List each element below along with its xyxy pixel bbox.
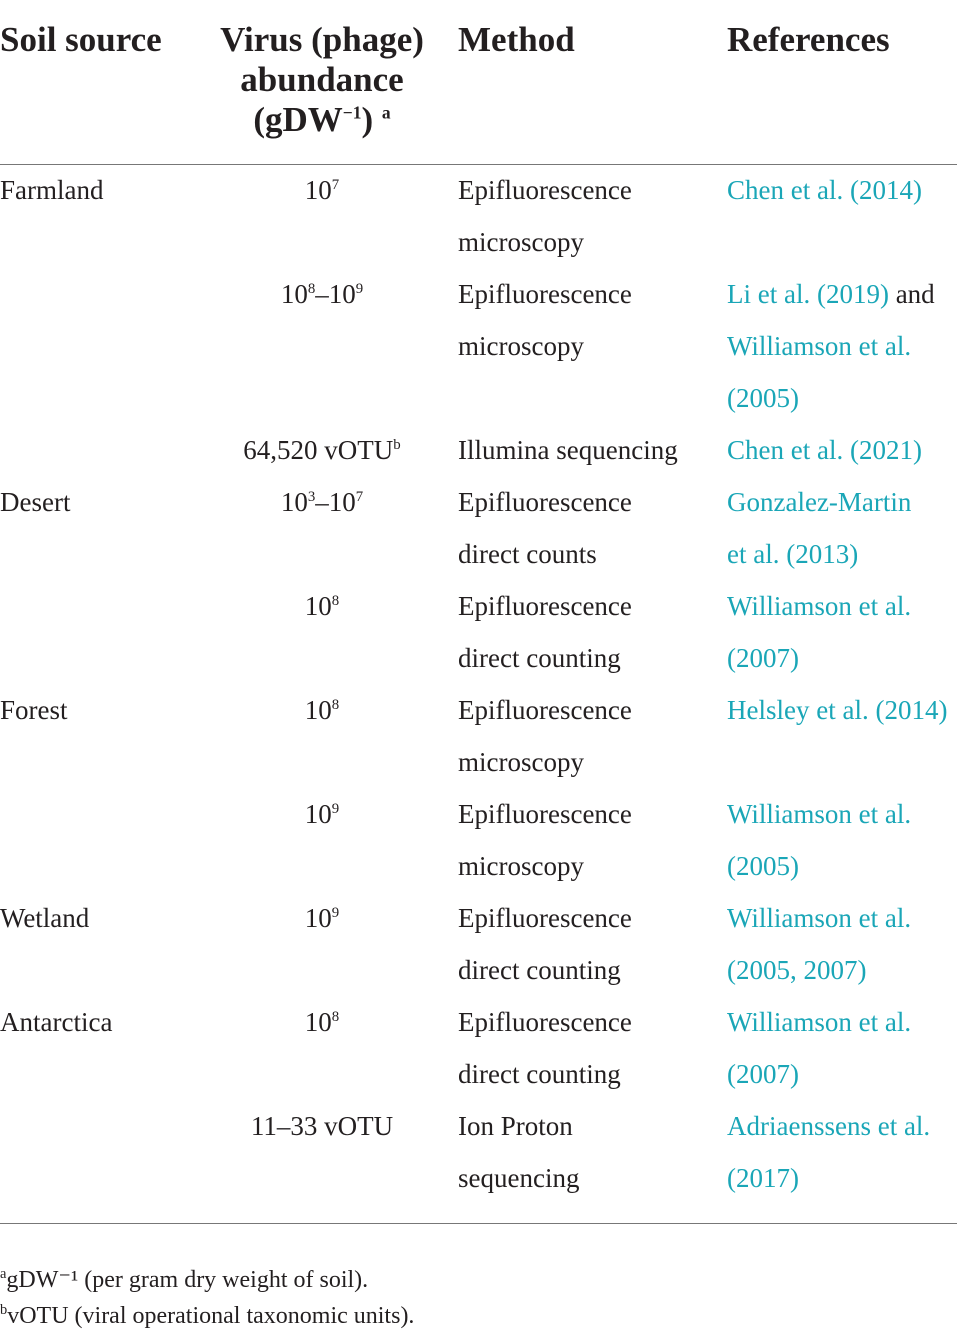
abundance-base: 10 [280,279,308,309]
header-virus-line3 [212,100,432,140]
abundance-base: 10 [280,487,308,517]
cell-references [727,580,911,684]
reference-line-2[interactable]: (2007) [727,1059,799,1089]
abundance-exponent: 8 [331,1009,340,1025]
cell-method [458,424,678,476]
method-line-2: sequencing [458,1163,580,1193]
abundance-base: 10 [304,1007,332,1037]
soil-source-text: Antarctica [0,1007,113,1037]
cell-references [727,164,922,216]
reference-line-2[interactable]: (2017) [727,1163,799,1193]
header-unit-close: ) [361,100,374,139]
reference-line-1 [727,268,935,320]
reference-line-1 [727,892,911,944]
soil-source-text: Farmland [0,175,104,205]
reference-line-1 [727,684,947,736]
cell-references [727,788,911,892]
cell-references [727,268,935,424]
soil-source-text: Wetland [0,903,90,933]
method-line-1: Epifluorescence [458,903,632,933]
method-line-2: microscopy [458,747,584,777]
abundance-exponent: 3 [307,489,316,505]
abundance-exponent: 8 [331,593,340,609]
abundance-base: 10 [304,799,332,829]
cell-references [727,424,922,476]
reference-link[interactable]: Williamson et al. [727,1007,912,1037]
reference-link[interactable]: Li et al. (2019) [727,279,889,309]
abundance-base: 64,520 vOTU [243,435,394,465]
abundance-exponent: b [393,437,401,453]
reference-link[interactable]: Williamson et al. [727,799,912,829]
cell-virus-abundance [212,268,432,320]
footnote-a [0,1262,414,1298]
cell-references [727,1100,930,1204]
reference-link[interactable]: Adriaenssens et al. [727,1111,931,1141]
header-virus-line1: Virus (phage) [220,20,424,59]
reference-line-1 [727,580,911,632]
cell-method [458,476,632,580]
cell-method [458,1100,579,1204]
method-line-1: Epifluorescence [458,487,632,517]
footnote-a-text: gDW⁻¹ (per gram dry weight of soil). [6,1267,369,1293]
cell-virus-abundance [212,164,432,216]
method-line-1: Epifluorescence [458,591,632,621]
cell-soil-source [0,164,103,216]
cell-virus-abundance [212,424,432,476]
reference-line-2[interactable]: et al. (2013) [727,539,859,569]
header-unit-open: (gDW [253,100,343,139]
cell-virus-abundance [212,476,432,528]
cell-soil-source [0,892,89,944]
abundance-base: 11–33 vOTU [250,1111,394,1141]
header-footnote-mark: a [381,102,391,123]
header-unit-exponent: −1 [342,102,362,123]
cell-references [727,684,947,736]
footnote-a-mark: a [0,1266,7,1282]
abundance-range-dash: – [315,279,329,309]
table-footnotes [0,1262,414,1334]
footnote-b-mark: b [0,1302,8,1318]
abundance-exponent: 9 [331,801,340,817]
reference-line-1 [727,788,911,840]
abundance-base: 10 [304,591,332,621]
abundance-exponent: 8 [331,697,340,713]
cell-references [727,476,911,580]
cell-virus-abundance [212,1100,432,1152]
header-virus-line2: abundance [240,60,404,99]
reference-link[interactable]: Helsley et al. (2014) [727,695,948,725]
reference-link[interactable]: Chen et al. (2021) [727,435,922,465]
cell-virus-abundance [212,996,432,1048]
reference-line-1 [727,164,922,216]
cell-soil-source [0,996,112,1048]
reference-line-2[interactable]: (2007) [727,643,799,673]
footnote-b-text: vOTU (viral operational taxonomic units). [7,1303,415,1329]
abundance-exponent: 8 [307,281,316,297]
soil-source-text: Forest [0,695,68,725]
table-bottom-divider [0,1223,957,1224]
reference-link[interactable]: Gonzalez-Martin [727,487,912,517]
cell-virus-abundance [212,580,432,632]
abundance-base-upper: 10 [328,279,356,309]
cell-soil-source [0,684,68,736]
reference-line-1 [727,1100,930,1152]
cell-method [458,788,632,892]
cell-references [727,892,911,996]
method-line-1: Epifluorescence [458,175,632,205]
cell-virus-abundance [212,892,432,944]
header-soil-source: Soil source [0,20,162,59]
method-line-1: Epifluorescence [458,695,632,725]
cell-method [458,892,632,996]
reference-line-1 [727,476,911,528]
footnote-b [0,1298,414,1334]
reference-line-2[interactable]: (2005, 2007) [727,955,867,985]
method-line-2: direct counting [458,955,621,985]
abundance-exponent-upper: 9 [355,281,364,297]
cell-method [458,996,632,1100]
method-line-1: Illumina sequencing [458,435,678,465]
reference-link[interactable]: Williamson et al. [727,903,912,933]
cell-method [458,580,632,684]
abundance-exponent: 9 [331,905,340,921]
method-line-1: Epifluorescence [458,799,632,829]
method-line-2: direct counting [458,643,621,673]
cell-virus-abundance [212,684,432,736]
reference-line-1 [727,424,922,476]
cell-method [458,164,632,268]
method-line-2: microscopy [458,227,584,257]
soil-source-text: Desert [0,487,71,517]
reference-line-2[interactable]: Williamson et al. [727,331,912,361]
reference-line-2[interactable]: (2005) [727,851,799,881]
abundance-range-dash: – [315,487,329,517]
cell-virus-abundance [212,788,432,840]
abundance-base: 10 [304,695,332,725]
method-line-2: microscopy [458,331,584,361]
abundance-base-upper: 10 [328,487,356,517]
header-references: References [727,20,890,59]
abundance-exponent: 7 [331,177,340,193]
method-line-2: direct counts [458,539,597,569]
reference-link[interactable]: Chen et al. (2014) [727,175,922,205]
method-line-2: direct counting [458,1059,621,1089]
cell-soil-source [0,476,70,528]
method-line-2: microscopy [458,851,584,881]
header-method: Method [458,20,575,59]
reference-line-3[interactable]: (2005) [727,383,799,413]
abundance-base: 10 [304,903,332,933]
cell-method [458,684,632,788]
cell-method [458,268,632,372]
method-line-1: Ion Proton [458,1111,573,1141]
abundance-base: 10 [304,175,332,205]
reference-line-1 [727,996,911,1048]
cell-references [727,996,911,1100]
method-line-1: Epifluorescence [458,1007,632,1037]
abundance-exponent-upper: 7 [355,489,364,505]
reference-link[interactable]: Williamson et al. [727,591,912,621]
header-virus-abundance [212,20,432,140]
reference-connector: and [888,279,935,309]
method-line-1: Epifluorescence [458,279,632,309]
